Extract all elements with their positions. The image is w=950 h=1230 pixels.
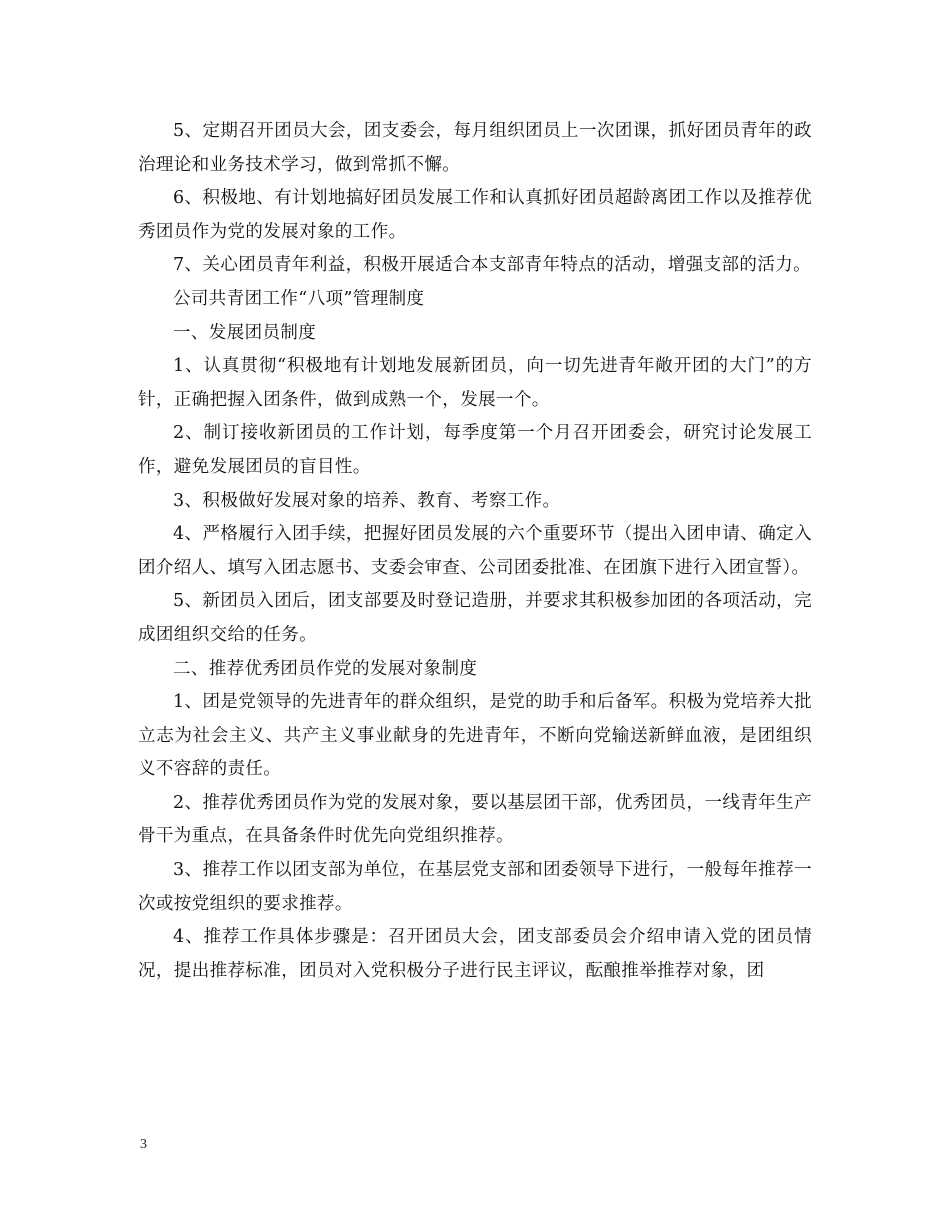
paragraph-development-3: 3、积极做好发展对象的培养、教育、考察工作。 <box>173 490 561 511</box>
paragraph-duty-7: 7、关心团员青年利益，积极开展适合本支部青年特点的活动，增强支部的活力。 <box>173 255 812 276</box>
paragraph-development-5: 5、新团员入团后，团支部要及时登记造册，并要求其积极参加团的各项活动，完成团组织交给的任务。 <box>138 591 812 645</box>
section-title-eight-systems: 公司共青团工作“八项”管理制度 <box>173 288 425 309</box>
document-body <box>138 115 812 988</box>
paragraph-recommendation-2: 2、推荐优秀团员作为党的发展对象，要以基层团干部，优秀团员，一线青年生产骨干为重点，在具备条件时优先向党组织推荐。 <box>138 792 812 847</box>
paragraph-recommendation-1: 1、团是党领导的先进青年的群众组织，是党的助手和后备军。积极为党培养大批立志为社会主义、共产主义事业献身的先进青年，不断向党输送新鲜血液，是团组织义不容辞的责任。 <box>138 692 812 780</box>
heading-member-development: 一、发展团员制度 <box>173 322 317 343</box>
paragraph-development-2: 2、制订接收新团员的工作计划，每季度第一个月召开团委会，研究讨论发展工作，避免发展团员的盲目性。 <box>138 423 812 477</box>
heading-recommendation-system: 二、推荐优秀团员作党的发展对象制度 <box>173 658 478 679</box>
paragraph-duty-6: 6、积极地、有计划地搞好团员发展工作和认真抓好团员超龄离团工作以及推荐优秀团员作为党的发展对象的工作。 <box>138 188 812 242</box>
paragraph-duty-5: 5、定期召开团员大会，团支委会，每月组织团员上一次团课，抓好团员青年的政治理论和业务技术学习，做到常抓不懈。 <box>138 121 812 175</box>
page-number: 3 <box>140 1137 147 1152</box>
paragraph-development-1: 1、认真贯彻“积极地有计划地发展新团员，向一切先进青年敞开团的大门”的方针，正确把握入团条件，做到成熟一个，发展一个。 <box>138 356 812 410</box>
paragraph-recommendation-3: 3、推荐工作以团支部为单位，在基层党支部和团委领导下进行，一般每年推荐一次或按党组织的要求推荐。 <box>138 860 812 914</box>
paragraph-development-4: 4、严格履行入团手续，把握好团员发展的六个重要环节（提出入团申请、确定入团介绍人、填写入团志愿书、支委会审查、公司团委批准、在团旗下进行入团宣誓）。 <box>138 524 812 578</box>
paragraph-recommendation-4: 4、推荐工作具体步骤是：召开团员大会，团支部委员会介绍申请入党的团员情况，提出推荐标准，团员对入党积极分子进行民主评议，酝酿推举推荐对象，团 <box>138 927 812 981</box>
